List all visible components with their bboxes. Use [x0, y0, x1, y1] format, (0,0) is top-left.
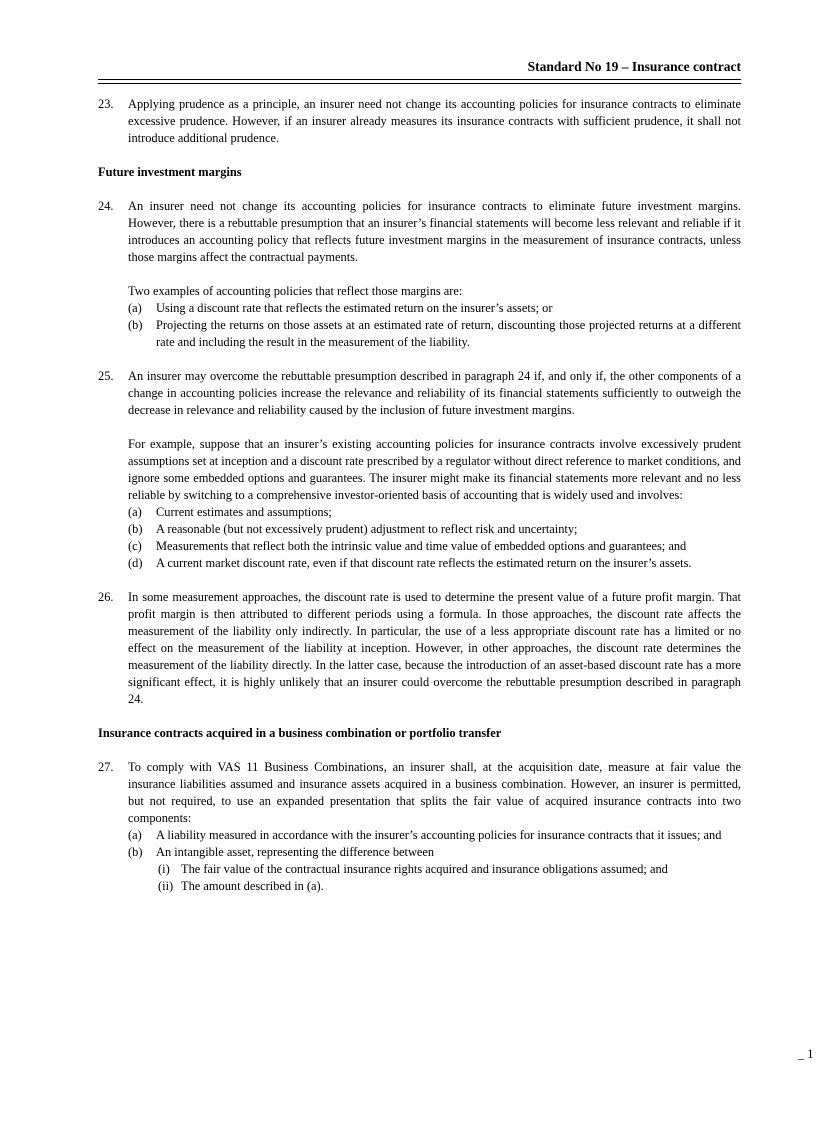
- paragraph-example: For example, suppose that an insurer’s existing accounting policies for insurance contracts involve excessively prudent assumptions set at inception and a discount rate prescribed by a regulator without direct reference to market conditions, and ignore some embedded options and guarantees. The insurer might make its financial statements more relevant and no less reliable by switching to a comprehensive investor-oriented basis of accounting that is widely used and involves:: [128, 437, 741, 502]
- list-item-text: A reasonable (but not excessively prudent) adjustment to reflect risk and uncertainty;: [156, 522, 578, 536]
- list-item: [128, 317, 741, 351]
- sub-list: [156, 861, 741, 895]
- list-item-text: Projecting the returns on those assets at an estimated rate of return, discounting those projected returns at a different rate and including the result in the measurement of the liability.: [156, 318, 741, 349]
- sub-list-item: [158, 878, 741, 895]
- paragraph-number: 26.: [98, 590, 114, 604]
- paragraph-intro: Two examples of accounting policies that reflect those margins are:: [128, 284, 463, 298]
- list-item: [128, 827, 741, 844]
- paragraph-text: An insurer may overcome the rebuttable presumption described in paragraph 24 if, and only if, the other components of a change in accounting policies increase the relevance and reliability of its financial statements sufficiently to outweigh the decrease in relevance and reliability caused by the inclusion of future investment margins.: [128, 369, 741, 417]
- list-item-label: (d): [128, 556, 143, 570]
- list-item: [128, 538, 741, 555]
- section-heading-business-combination: Insurance contracts acquired in a business combination or portfolio transfer: [98, 726, 502, 740]
- paragraph-text: In some measurement approaches, the discount rate is used to determine the present value of a future profit margin. That profit margin is then attributed to different periods using a formula. In those approaches, the discount rate affects the measurement of the liability only indirectly. In particular, the use of a less appropriate discount rate has a limited or no effect on the measurement of the liability at inception. However, in other approaches, the discount rate determines the measurement of the liability directly. In the latter case, because the introduction of an asset-based discount rate has a more significant effect, it is highly unlikely that an insurer could overcome the rebuttable presumption described in paragraph 24.: [128, 590, 741, 706]
- sub-list-item-text: The amount described in (a).: [181, 879, 324, 893]
- paragraph-23: [98, 96, 741, 147]
- sub-list-item-text: The fair value of the contractual insurance rights acquired and insurance obligations assumed; and: [181, 862, 668, 876]
- list-item: [128, 555, 741, 572]
- list-item: [128, 844, 741, 895]
- paragraph-number: 24.: [98, 199, 114, 213]
- sub-list-item-label: (ii): [158, 879, 174, 893]
- running-header: Standard No 19 – Insurance contract: [527, 59, 741, 74]
- list-item-text: A current market discount rate, even if that discount rate reflects the estimated return on the insurer’s assets.: [156, 556, 692, 570]
- list-item-label: (b): [128, 522, 143, 536]
- header-rule-bottom: [98, 83, 741, 84]
- paragraph-number: 23.: [98, 97, 114, 111]
- header-rule-top: [98, 79, 741, 80]
- page-body: [98, 96, 741, 895]
- list-item-text: Measurements that reflect both the intrinsic value and time value of embedded options and guarantees; and: [156, 539, 687, 553]
- paragraph-text: To comply with VAS 11 Business Combinations, an insurer shall, at the acquisition date, measure at fair value the insurance liabilities assumed and insurance assets acquired in a business combination. However, an insurer is permitted, but not required, to use an expanded presentation that splits the fair value of acquired insurance contracts into two components:: [128, 760, 741, 825]
- list-item-label: (b): [128, 845, 143, 859]
- list-item-text: An intangible asset, representing the difference between: [156, 845, 435, 859]
- list-item-label: (c): [128, 539, 142, 553]
- section-heading-future-investment-margins: Future investment margins: [98, 165, 242, 179]
- paragraph-number: 27.: [98, 760, 114, 774]
- paragraph-26: [98, 589, 741, 708]
- list-item-label: (a): [128, 301, 142, 315]
- list-item-label: (b): [128, 318, 143, 332]
- list-item-text: A liability measured in accordance with the insurer’s accounting policies for insurance contracts that it issues; and: [156, 828, 722, 842]
- paragraph-text: An insurer need not change its accounting policies for insurance contracts to eliminate future investment margins. However, there is a rebuttable presumption that an insurer’s financial statements will become less relevant and reliable if it introduces an accounting policy that reflects future investment margins in the measurement of insurance contracts, unless those margins affect the contractual payments.: [128, 199, 741, 264]
- page-number: _ 1: [798, 1047, 814, 1061]
- list-item-text: Current estimates and assumptions;: [156, 505, 332, 519]
- sub-list-item-label: (i): [158, 862, 170, 876]
- list-item: [128, 300, 741, 317]
- paragraph-25: [98, 368, 741, 572]
- list-item: [128, 504, 741, 521]
- list-item: [128, 521, 741, 538]
- list-item-text: Using a discount rate that reflects the estimated return on the insurer’s assets; or: [156, 301, 553, 315]
- paragraph-24: [98, 198, 741, 351]
- paragraph-27: [98, 759, 741, 895]
- list-item-label: (a): [128, 828, 142, 842]
- paragraph-number: 25.: [98, 369, 114, 383]
- paragraph-text: Applying prudence as a principle, an insurer need not change its accounting policies for insurance contracts to eliminate excessive prudence. However, if an insurer already measures its insurance contracts with sufficient prudence, it shall not introduce additional prudence.: [128, 97, 741, 145]
- sub-list-item: [158, 861, 741, 878]
- list-item-label: (a): [128, 505, 142, 519]
